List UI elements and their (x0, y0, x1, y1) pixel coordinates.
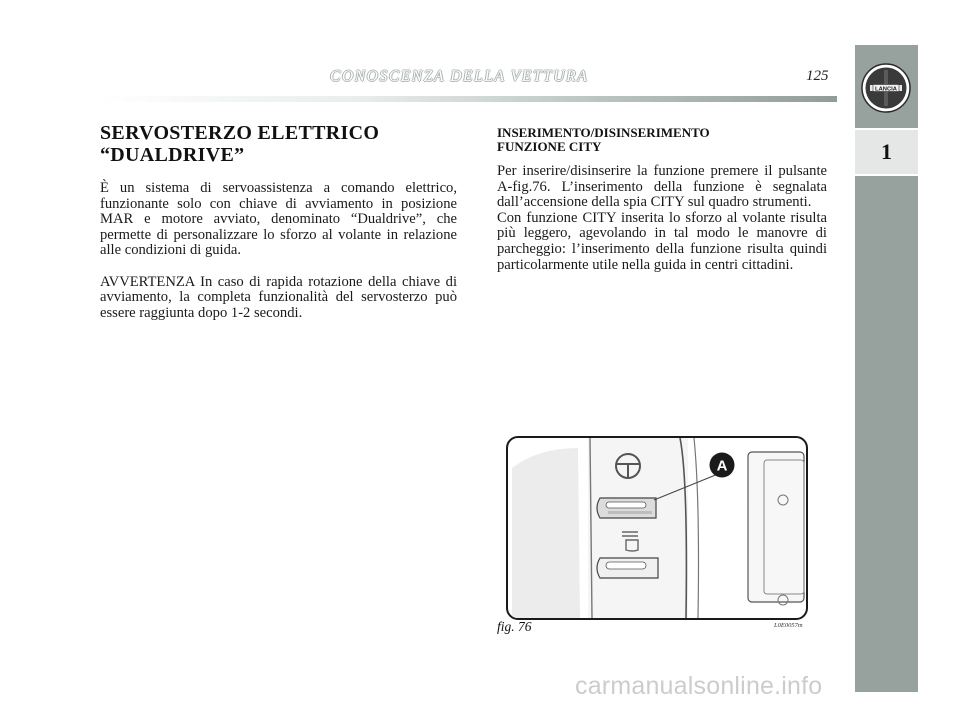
callout-a-marker (708, 451, 736, 479)
subheading-line2: FUNZIONE CITY (497, 139, 602, 154)
figure-code: L0E0057m (774, 622, 803, 629)
lancia-logo-icon (860, 62, 912, 114)
subheading (497, 126, 827, 154)
subheading-line1: INSERIMENTO/DISINSERIMENTO (497, 125, 710, 140)
page-number: 125 (806, 68, 829, 84)
svg-text:LANCIA: LANCIA (875, 86, 897, 93)
figure-caption: fig. 76 (497, 619, 532, 634)
figure-76 (506, 436, 808, 620)
dashboard-illustration (508, 438, 806, 618)
chapter-number: 1 (881, 139, 892, 164)
section-heading-line2: “DUALDRIVE” (100, 144, 245, 166)
header-rule (100, 96, 837, 102)
section-heading-line1: SERVOSTERZO ELETTRICO (100, 122, 380, 144)
callout-label: A (716, 457, 728, 475)
watermark-text: carmanualsonline.info (575, 672, 823, 700)
headlight-leveling-icon (616, 524, 644, 554)
warning-paragraph: AVVERTENZA In caso di rapida rotazione della chiave di avviamento, la completa funzionalità del servosterzo può essere raggiunta dopo 1-2 secondi. (100, 273, 457, 321)
chapter-tab[interactable] (855, 128, 918, 176)
section-heading (100, 122, 457, 166)
steering-wheel-icon (612, 450, 644, 482)
right-column (497, 126, 827, 273)
left-column (100, 122, 457, 321)
header-title: CONOSCENZA DELLA VETTURA (330, 68, 589, 85)
city-effect-paragraph: Con funzione CITY inserita lo sforzo al volante risulta più leggero, agevolando in tal modo le manovre di parcheggio: l’inserimento della funzione risulta quindi particolarmente utile nella guida in centri cittadini. (497, 209, 827, 273)
city-instructions-paragraph: Per inserire/disinserire la funzione premere il pulsante A-fig.76. L’inserimento della funzione è segnalata dall’accensione della spia CITY sul quadro strumenti. (497, 163, 827, 211)
intro-paragraph: È un sistema di servoassistenza a comando elettrico, funzionante solo con chiave di avviamento in posizione MAR e motore avviato, denominato “Dualdrive”, che permette di personalizzare lo sforzo al volante in relazione alle condizioni di guida. (100, 180, 457, 259)
